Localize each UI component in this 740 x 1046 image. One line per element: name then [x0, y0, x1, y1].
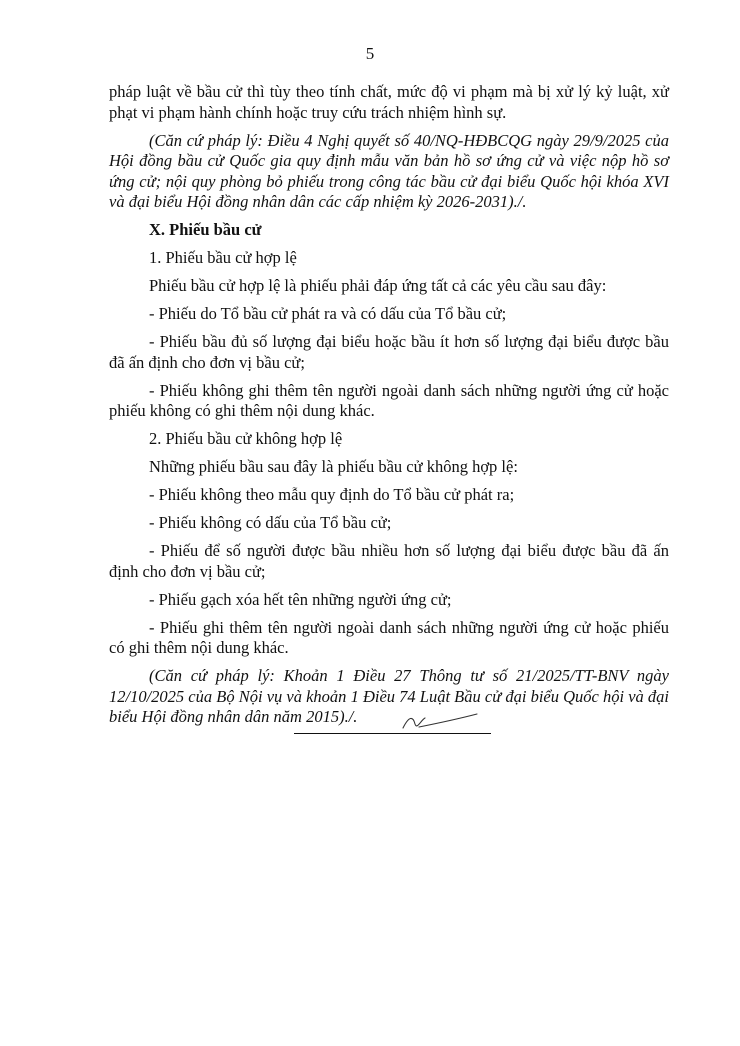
legal-basis-note: (Căn cứ pháp lý: Điều 4 Nghị quyết số 40/NQ-HĐBCQG ngày 29/9/2025 của Hội đồng bầu cử Quốc gia quy định mẫu văn bản hồ sơ ứng cử và việc nộp hồ sơ ứng cử; nội quy phòng bỏ phiếu trong công tác bầu cử đại biểu Quốc hội khóa XVI và đại biểu Hội đồng nhân dân các cấp nhiệm kỳ 2026-2031)./.: [109, 130, 669, 211]
invalid-item: - Phiếu không theo mẫu quy định do Tổ bầu cử phát ra;: [149, 485, 515, 504]
valid-item: - Phiếu bầu đủ số lượng đại biểu hoặc bầu ít hơn số lượng đại biểu được bầu đã ấn định cho đơn vị bầu cử;: [109, 332, 669, 372]
subsection-heading-valid: 1. Phiếu bầu cử hợp lệ: [149, 248, 297, 267]
subsection-heading-invalid: 2. Phiếu bầu cử không hợp lệ: [149, 429, 343, 448]
document-body: [109, 82, 669, 735]
valid-item: - Phiếu do Tổ bầu cử phát ra và có dấu của Tổ bầu cử;: [149, 304, 507, 323]
page-number: 5: [365, 44, 375, 63]
invalid-item: - Phiếu không có dấu của Tổ bầu cử;: [149, 513, 392, 532]
section-heading: X. Phiếu bầu cử: [149, 220, 262, 239]
invalid-item: - Phiếu để số người được bầu nhiều hơn số lượng đại biểu được bầu đã ấn định cho đơn vị bầu cử;: [109, 541, 669, 581]
legal-basis-note-final: (Căn cứ pháp lý: Khoản 1 Điều 27 Thông tư số 21/2025/TT-BNV ngày 12/10/2025 của Bộ Nội vụ và khoản 1 Điều 74 Luật Bầu cử đại biểu Quốc hội và đại biểu Hội đồng nhân dân năm 2015)./.: [109, 666, 669, 726]
valid-item: - Phiếu không ghi thêm tên người ngoài danh sách những người ứng cử hoặc phiếu không có ghi thêm nội dung khác.: [109, 380, 669, 420]
paragraph-continuation: pháp luật về bầu cử thì tùy theo tính chất, mức độ vi phạm mà bị xử lý kỷ luật, xử phạt vi phạm hành chính hoặc truy cứu trách nhiệm hình sự.: [109, 82, 669, 122]
valid-intro: Phiếu bầu cử hợp lệ là phiếu phải đáp ứng tất cả các yêu cầu sau đây:: [149, 276, 607, 295]
invalid-item: - Phiếu ghi thêm tên người ngoài danh sách những người ứng cử hoặc phiếu có ghi thêm nội dung khác.: [109, 617, 669, 657]
invalid-item: - Phiếu gạch xóa hết tên những người ứng cử;: [149, 589, 452, 609]
handwritten-initial-icon: [399, 710, 479, 732]
end-of-section-rule: [294, 733, 491, 734]
invalid-intro: Những phiếu bầu sau đây là phiếu bầu cử không hợp lệ:: [149, 457, 518, 476]
